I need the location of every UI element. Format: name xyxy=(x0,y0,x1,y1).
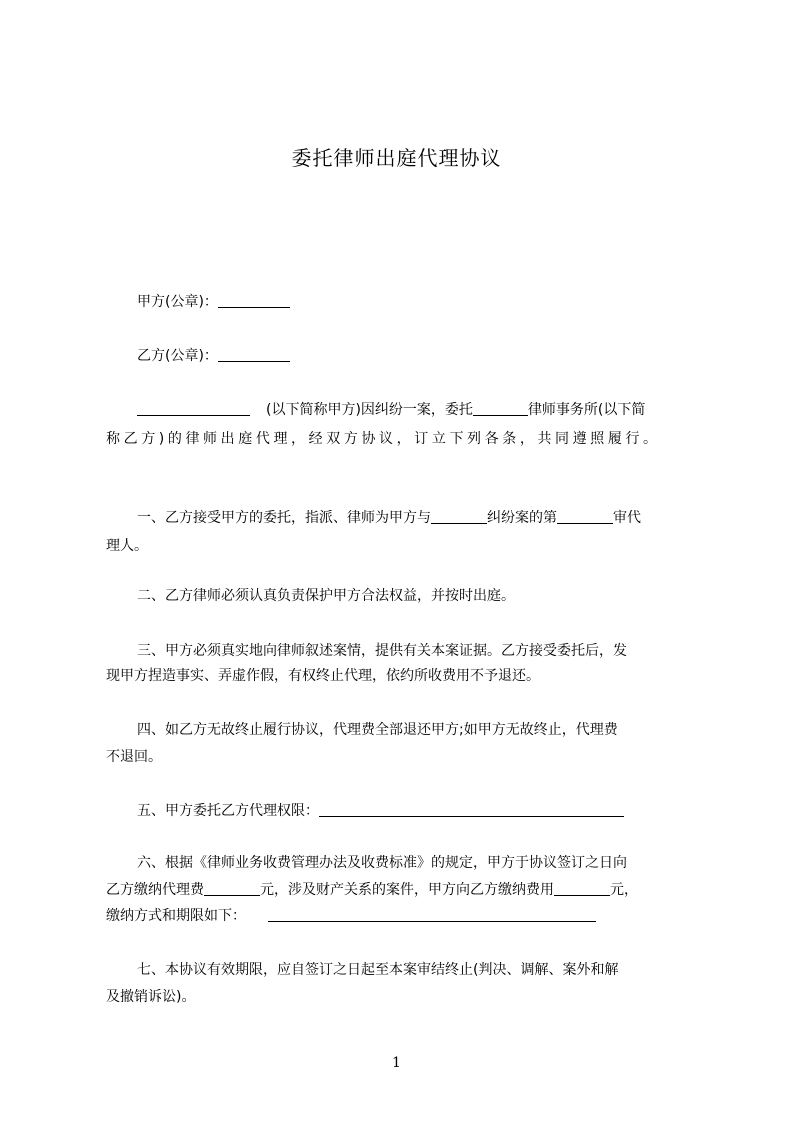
clause-2: 二、乙方律师必须认真负责保护甲方合法权益，并按时出庭。 xyxy=(137,588,515,604)
intro-text-b: 律师事务所(以下简 xyxy=(527,402,646,418)
clause-4-line-2: 不退回。 xyxy=(106,749,162,765)
payment-method-blank xyxy=(268,907,596,922)
property-fee-blank xyxy=(554,881,610,896)
clause-3-line-1: 三、甲方必须真实地向律师叙述案情，提供有关本案证据。乙方接受委托后，发 xyxy=(137,643,627,659)
clause-3-line-2: 现甲方捏造事实、弄虚作假，有权终止代理，依约所收费用不予退还。 xyxy=(106,668,540,684)
client-name-blank xyxy=(137,401,250,416)
party-a-line xyxy=(137,291,290,311)
clause-6-text-d: 缴纳方式和期限如下： xyxy=(106,908,246,924)
clause-4-line-1: 四、如乙方无故终止履行协议，代理费全部退还甲方;如甲方无故终止，代理费 xyxy=(137,722,618,738)
clause-1-line-1 xyxy=(137,507,641,527)
trial-level-blank xyxy=(557,509,613,524)
clause-5-text: 五、甲方委托乙方代理权限： xyxy=(137,803,319,819)
clause-6-text-b: 元，涉及财产关系的案件，甲方向乙方缴纳费用 xyxy=(260,882,554,898)
party-b-blank xyxy=(218,347,290,362)
party-b-label: 乙方(公章)： xyxy=(137,348,218,364)
clause-7-line-1: 七、本协议有效期限，应自签订之日起至本案审结终止(判决、调解、案外和解 xyxy=(137,962,619,978)
intro-line-2: 称乙方)的律师出庭代理，经双方协议，订立下列各条，共同遵照履行。 xyxy=(106,431,661,447)
intro-text-a: (以下简称甲方)因纠纷一案，委托 xyxy=(266,402,473,418)
clause-6-line-3 xyxy=(106,905,596,925)
clause-6-line-1: 六、根据《律师业务收费管理办法及收费标准》的规定，甲方于协议签订之日向 xyxy=(137,855,627,871)
party-a-label: 甲方(公章)： xyxy=(137,294,218,310)
clause-1-line-2: 理人。 xyxy=(106,538,148,554)
clause-7-line-2: 及撤销诉讼)。 xyxy=(106,989,196,1005)
page-number: 1 xyxy=(392,1055,401,1071)
party-b-line xyxy=(137,345,290,365)
law-firm-blank xyxy=(473,401,528,416)
authority-blank xyxy=(319,802,624,817)
agency-fee-blank xyxy=(204,881,260,896)
intro-line-1 xyxy=(137,399,645,419)
document-title: 委托律师出庭代理协议 xyxy=(291,146,502,170)
dispute-blank xyxy=(431,509,487,524)
clause-6-text-a: 乙方缴纳代理费 xyxy=(106,882,204,898)
clause-1-text-c: 审代 xyxy=(613,510,641,526)
clause-1-text-a: 一、乙方接受甲方的委托，指派、律师为甲方与 xyxy=(137,510,431,526)
clause-5 xyxy=(137,800,624,820)
clause-6-line-2 xyxy=(106,879,638,899)
party-a-blank xyxy=(218,293,290,308)
clause-1-text-b: 纠纷案的第 xyxy=(487,510,557,526)
clause-6-text-c: 元， xyxy=(610,882,638,898)
